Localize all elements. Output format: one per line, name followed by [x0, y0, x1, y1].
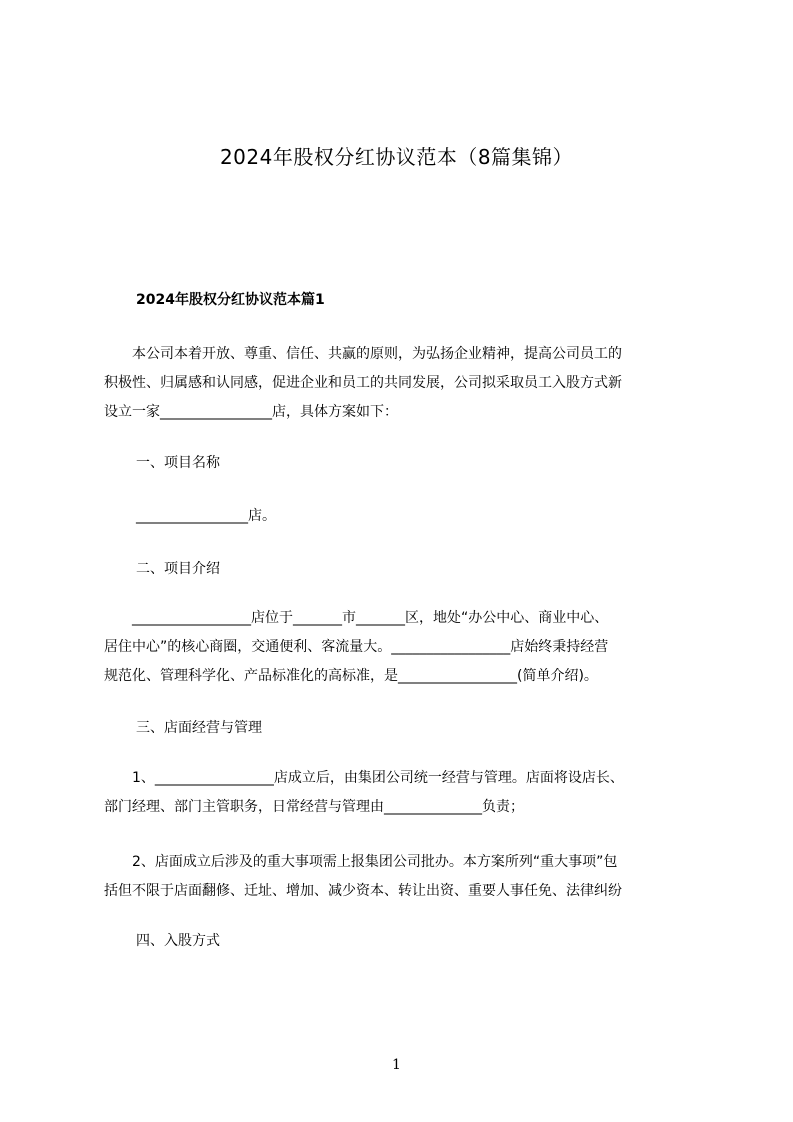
- project-name-text: ________________店。: [136, 508, 276, 524]
- clause-2-paragraph: [104, 848, 700, 906]
- heading-project-intro: 二、项目介绍: [136, 561, 220, 577]
- paragraph-line: 规范化、管理科学化、产品标准化的高标准，是_________________(简单介绍)。: [104, 668, 598, 684]
- project-intro-paragraph: [104, 604, 700, 691]
- heading-store-management: 三、店面经营与管理: [136, 720, 262, 736]
- paragraph-line: 部门经理、部门主管职务，日常经营与管理由______________负责；: [104, 799, 524, 815]
- paragraph-line: 括但不限于店面翻修、迁址、增加、减少资本、转让出资、重要人事任免、法律纠纷: [104, 883, 622, 899]
- section-title: 2024年股权分红协议范本篇1: [136, 292, 325, 308]
- heading-share-method: 四、入股方式: [136, 933, 220, 949]
- heading-project-name: 一、项目名称: [136, 455, 220, 471]
- paragraph-line: 本公司本着开放、尊重、信任、共赢的原则，为弘扬企业精神，提高公司员工的: [104, 346, 622, 362]
- page-number: 1: [392, 1057, 401, 1073]
- clause-1-paragraph: [104, 764, 700, 822]
- paragraph-line: _________________店位于_______市_______区，地处“办公中心、商业中心、: [104, 610, 609, 626]
- paragraph-line: 居住中心”的核心商圈，交通便利、客流量大。_________________店始终秉持经营: [104, 639, 609, 655]
- paragraph-line: 2、店面成立后涉及的重大事项需上报集团公司批办。本方案所列“重大事项”包: [104, 854, 618, 870]
- document-title: 2024年股权分红协议范本（8篇集锦）: [219, 145, 574, 169]
- intro-paragraph: [104, 340, 700, 427]
- paragraph-line: 1、_________________店成立后，由集团公司统一经营与管理。店面将设店长、: [104, 770, 624, 786]
- paragraph-line: 积极性、归属感和认同感，促进企业和员工的共同发展，公司拟采取员工入股方式新: [104, 375, 622, 391]
- paragraph-line: 设立一家________________店，具体方案如下：: [104, 404, 398, 420]
